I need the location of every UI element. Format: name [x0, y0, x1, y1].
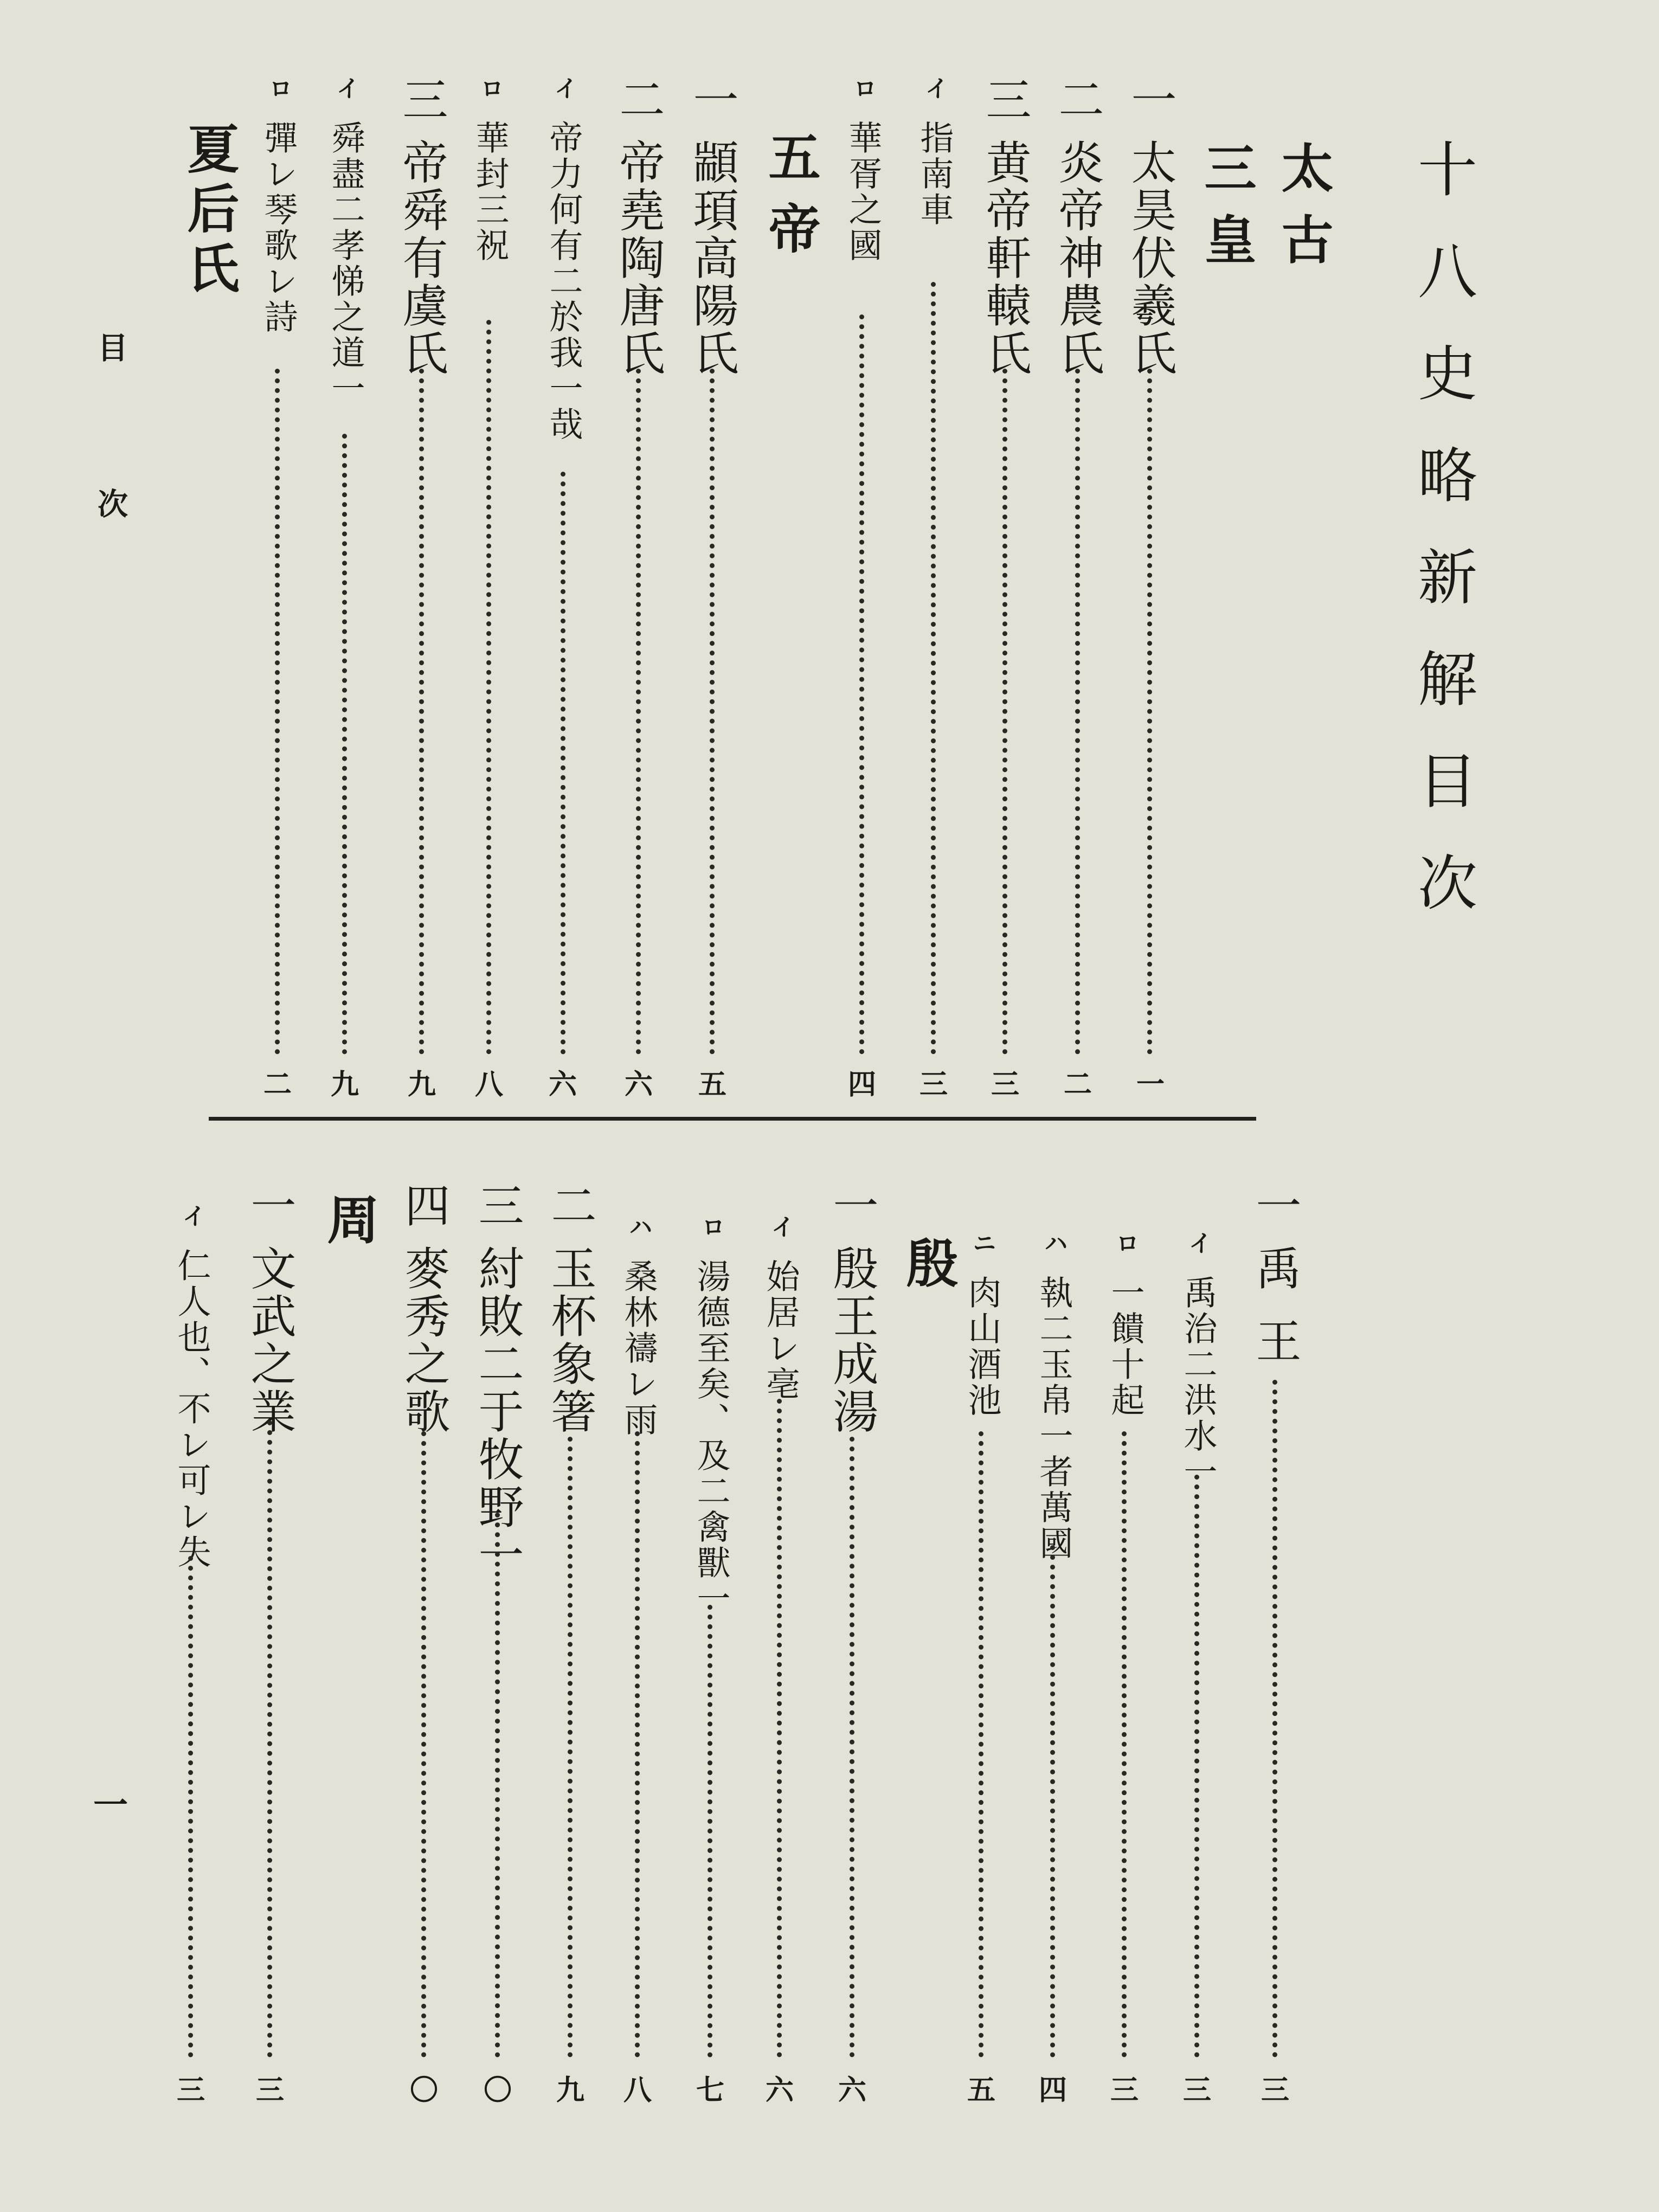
sub-marker: ニ [968, 1231, 996, 1257]
entry-page: 二 [1063, 1068, 1092, 1101]
entry-page: 六 [838, 2074, 866, 2107]
entry-page: 三 [1182, 2074, 1211, 2107]
entry-page: 三 [176, 2074, 205, 2107]
sub-marker: イ [332, 76, 359, 102]
leader-dots [931, 282, 936, 1054]
entry-page: 九 [330, 1068, 359, 1101]
leader-dots [1194, 1475, 1199, 2057]
section-gotei: 五帝 [760, 130, 821, 273]
page-title: 十八史略新解目次 [1408, 138, 1477, 954]
entry-number: 一 [1124, 76, 1177, 124]
section-shu: 周 [319, 1193, 380, 1264]
entry-page: 〇 [409, 2074, 438, 2107]
entry-title: 顓頊高陽氏 [686, 139, 739, 377]
entry-title: 紂敗二于牧野一 [471, 1245, 524, 1579]
leader-dots [635, 1431, 640, 2057]
toc-entry [1051, 76, 1104, 377]
entry-page: 六 [765, 2074, 794, 2107]
toc-entry [979, 76, 1032, 377]
leader-dots [568, 1437, 573, 2057]
leader-dots [486, 320, 491, 1054]
toc-subentry [843, 76, 883, 263]
toc-subentry [1034, 1231, 1073, 1561]
entry-page: 四 [1038, 2074, 1067, 2107]
entry-page: 八 [474, 1068, 503, 1101]
toc-entry [243, 1182, 297, 1436]
toc-entry [1124, 76, 1177, 377]
entry-title: 殷王成湯 [826, 1245, 879, 1436]
entry-number: 一 [243, 1182, 297, 1230]
subentry-title: 肉山酒池 [962, 1275, 1002, 1418]
entry-title: 太昊伏羲氏 [1124, 139, 1177, 377]
subentry-title: 仁人也、不レ可レ失 [172, 1248, 211, 1570]
toc-subentry [691, 1214, 731, 1617]
toc-subentry [761, 1214, 800, 1402]
leader-dots [495, 1513, 500, 2057]
leader-dots [1122, 1431, 1127, 2057]
toc-subentry [172, 1204, 211, 1570]
sub-marker: ハ [1040, 1231, 1068, 1257]
leader-dots [1147, 369, 1152, 1054]
section-divider [209, 1117, 1256, 1121]
entry-title: 黄帝軒轅氏 [979, 139, 1032, 377]
entry-page: 六 [624, 1068, 653, 1101]
section-in: 殷 [898, 1236, 959, 1308]
entry-number: 二 [1051, 76, 1104, 124]
margin-label-b: 次 [93, 488, 128, 518]
toc-entry [826, 1182, 879, 1436]
entry-page: 五 [967, 2074, 995, 2107]
toc-subentry [1178, 1231, 1218, 1490]
leader-dots [859, 314, 864, 1054]
toc-entry [686, 76, 739, 377]
leader-dots [850, 1437, 854, 2057]
subentry-title: 彈レ琴歌レ詩 [259, 120, 298, 335]
entry-title: 帝堯陶唐氏 [612, 139, 665, 377]
sub-marker: イ [550, 76, 577, 102]
entry-number: 二 [612, 76, 665, 124]
toc-entry [395, 76, 448, 377]
entry-title: 炎帝神農氏 [1051, 139, 1104, 377]
leader-dots [708, 1605, 712, 2057]
margin-label-ji [95, 488, 126, 518]
toc-entry [1249, 1182, 1302, 1390]
leader-dots [419, 369, 424, 1054]
subentry-title: 一饋十起 [1105, 1275, 1145, 1418]
entry-page: 一 [1136, 1068, 1165, 1101]
section-kago: 夏后氏 [179, 122, 240, 301]
subentry-title: 禹治二洪水一 [1178, 1275, 1218, 1490]
leader-dots [777, 1399, 782, 2057]
entry-page: 五 [698, 1068, 726, 1101]
subentry-title: 始居レ亳 [761, 1259, 800, 1402]
entry-number: 三 [471, 1182, 524, 1230]
leader-dots [636, 369, 641, 1054]
entry-page: 八 [623, 2074, 652, 2107]
leader-dots [561, 472, 565, 1054]
leader-dots [275, 369, 280, 1054]
entry-number: 一 [1249, 1182, 1302, 1230]
leader-dots [267, 1420, 272, 2057]
leader-dots [979, 1431, 983, 2057]
entry-title: 文武之業 [243, 1245, 297, 1436]
leader-dots [1075, 369, 1080, 1054]
leader-dots [710, 369, 715, 1054]
entry-page: 三 [991, 1068, 1019, 1101]
margin-label-mokuji [95, 332, 126, 362]
entry-page: 〇 [483, 2074, 512, 2107]
entry-number: 一 [826, 1182, 879, 1230]
sub-marker: ハ [625, 1214, 652, 1240]
subentry-title: 華封三祝 [470, 120, 510, 263]
toc-subentry [326, 76, 365, 407]
entry-title: 麥秀之歌 [397, 1245, 451, 1436]
entry-page: 六 [548, 1068, 577, 1101]
leader-dots [421, 1431, 426, 2057]
sub-marker: イ [1184, 1231, 1212, 1257]
leader-dots [342, 434, 347, 1054]
margin-label-a: 目 [93, 332, 128, 362]
subentry-title: 桑林禱レ雨 [619, 1259, 658, 1438]
entry-page: 九 [556, 2074, 584, 2107]
toc-subentry [619, 1214, 658, 1438]
leader-dots [1272, 1380, 1277, 2057]
entry-page: 三 [255, 2074, 284, 2107]
entry-title: 帝舜有虞氏 [395, 139, 448, 377]
subentry-title: 執二玉帛一者萬國 [1034, 1275, 1073, 1561]
section-sanko: 三皇 [1196, 141, 1257, 284]
entry-number: 三 [979, 76, 1032, 124]
subentry-title: 華胥之國 [843, 120, 883, 263]
toc-subentry [962, 1231, 1002, 1418]
sub-marker: イ [767, 1214, 794, 1240]
entry-page: 三 [1261, 2074, 1289, 2107]
entry-title: 禹王 [1249, 1245, 1302, 1390]
subentry-title: 湯德至矣、及二禽獸一 [691, 1259, 731, 1617]
entry-number: 二 [544, 1182, 597, 1230]
entry-page: 九 [407, 1068, 436, 1101]
section-taiko: 太古 [1273, 141, 1334, 284]
entry-page: 七 [696, 2074, 724, 2107]
toc-entry [397, 1182, 451, 1436]
folio-number: 一 [87, 1786, 128, 1821]
subentry-title: 指南車 [915, 120, 954, 228]
entry-number: 三 [395, 76, 448, 124]
toc-entry [544, 1182, 597, 1436]
entry-page: 三 [919, 1068, 948, 1101]
sub-marker: イ [921, 76, 948, 102]
leader-dots [188, 1556, 193, 2057]
sub-marker: ロ [265, 76, 292, 102]
entry-page: 二 [263, 1068, 292, 1101]
toc-subentry [915, 76, 954, 228]
sub-marker: ロ [697, 1214, 725, 1240]
subentry-title: 帝力何有二於我一哉 [544, 120, 583, 442]
toc-entry [612, 76, 665, 377]
sub-marker: イ [178, 1204, 205, 1230]
entry-number: 一 [686, 76, 739, 124]
entry-number: 四 [397, 1182, 451, 1230]
leader-dots [1002, 369, 1007, 1054]
entry-title: 玉杯象箸 [544, 1245, 597, 1436]
toc-subentry [470, 76, 510, 263]
toc-subentry [544, 76, 583, 442]
sub-marker: ロ [476, 76, 504, 102]
sub-marker: ロ [849, 76, 877, 102]
toc-subentry [1105, 1231, 1145, 1418]
toc-subentry [259, 76, 298, 335]
subentry-title: 舜盡二孝悌之道一 [326, 120, 365, 407]
sub-marker: ロ [1111, 1231, 1139, 1257]
entry-page: 四 [847, 1068, 876, 1101]
entry-page: 三 [1110, 2074, 1139, 2107]
leader-dots [1050, 1545, 1055, 2057]
